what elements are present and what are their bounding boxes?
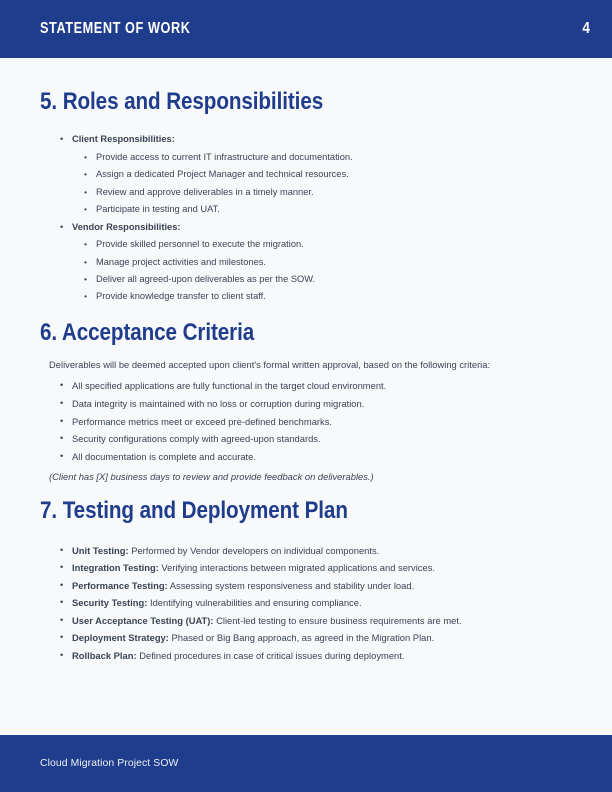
list-item: • Assign a dedicated Project Manager and technical resources. bbox=[72, 166, 586, 183]
page-number: 4 bbox=[582, 20, 590, 37]
list-item-term: Deployment Strategy: bbox=[72, 632, 169, 644]
testing-list-block bbox=[40, 525, 586, 665]
list-item: • Data integrity is maintained with no loss or corruption during migration. bbox=[40, 395, 586, 413]
group-label: Vendor Responsibilities: bbox=[72, 221, 181, 232]
list-item bbox=[40, 577, 586, 595]
list-item: • Deliver all agreed-upon deliverables as per the SOW. bbox=[72, 271, 586, 288]
footer-document-label: Cloud Migration Project SOW bbox=[40, 758, 179, 769]
list-item-term: Performance Testing: bbox=[72, 579, 168, 591]
list-item-term: User Acceptance Testing (UAT): bbox=[72, 614, 214, 626]
list-item bbox=[40, 219, 586, 306]
section-testing bbox=[40, 485, 586, 524]
list-item bbox=[40, 594, 586, 612]
testing-plan-list bbox=[40, 542, 586, 665]
list-item: • Security configurations comply with agreed-upon standards. bbox=[40, 430, 586, 448]
section-heading-roles: 5. Roles and Responsibilities bbox=[40, 88, 324, 115]
section-heading-acceptance: 6. Acceptance Criteria bbox=[40, 318, 255, 346]
list-item bbox=[40, 559, 586, 577]
list-item: • All documentation is complete and accurate. bbox=[40, 448, 586, 466]
list-item-description: Defined procedures in case of critical issues during deployment. bbox=[136, 649, 405, 661]
list-item bbox=[40, 542, 586, 560]
list-item-description: Phased or Big Bang approach, as agreed in the Migration Plan. bbox=[168, 632, 435, 644]
section-roles bbox=[40, 58, 586, 115]
list-item bbox=[40, 647, 586, 665]
list-item-term: Unit Testing: bbox=[72, 544, 129, 556]
list-item-description: Performed by Vendor developers on individual components. bbox=[128, 544, 380, 556]
group-label: Client Responsibilities: bbox=[72, 134, 175, 145]
list-item: • Provide access to current IT infrastructure and documentation. bbox=[72, 149, 586, 166]
list-item-description: Verifying interactions between migrated applications and services. bbox=[158, 562, 436, 574]
acceptance-intro-paragraph: Deliverables will be deemed accepted upon client's formal written approval, based on the following criteria: bbox=[49, 359, 491, 371]
roles-list-block bbox=[40, 115, 586, 305]
section-acceptance bbox=[40, 306, 586, 346]
roles-list bbox=[40, 131, 586, 305]
acceptance-criteria-list bbox=[40, 373, 586, 465]
list-item bbox=[40, 612, 586, 630]
vendor-responsibilities-list bbox=[72, 236, 586, 306]
page-header bbox=[0, 0, 612, 58]
list-item: • Performance metrics meet or exceed pre-defined benchmarks. bbox=[40, 413, 586, 431]
page-content bbox=[0, 58, 612, 664]
list-item: • Provide skilled personnel to execute the migration. bbox=[72, 236, 586, 253]
list-item-term: Security Testing: bbox=[72, 597, 148, 609]
list-item-term: Integration Testing: bbox=[72, 562, 159, 574]
list-item-description: Identifying vulnerabilities and ensuring compliance. bbox=[147, 597, 362, 609]
section-heading-testing: 7. Testing and Deployment Plan bbox=[40, 497, 348, 525]
list-item-term: Rollback Plan: bbox=[72, 649, 137, 661]
list-item-description: Assessing system responsiveness and stability under load. bbox=[167, 579, 415, 591]
acceptance-note: (Client has [X] business days to review and provide feedback on deliverables.) bbox=[49, 471, 374, 483]
list-item bbox=[40, 629, 586, 647]
list-item: • Provide knowledge transfer to client staff. bbox=[72, 288, 586, 305]
page-footer bbox=[0, 735, 612, 792]
list-item bbox=[40, 131, 586, 218]
list-item: • Participate in testing and UAT. bbox=[72, 201, 586, 218]
client-responsibilities-list bbox=[72, 149, 586, 219]
document-title: STATEMENT OF WORK bbox=[40, 20, 191, 37]
list-item: • Review and approve deliverables in a timely manner. bbox=[72, 184, 586, 201]
list-item-description: Client-led testing to ensure business requirements are met. bbox=[213, 614, 462, 626]
list-item: • All specified applications are fully functional in the target cloud environment. bbox=[40, 377, 586, 395]
list-item: • Manage project activities and milestones. bbox=[72, 254, 586, 271]
